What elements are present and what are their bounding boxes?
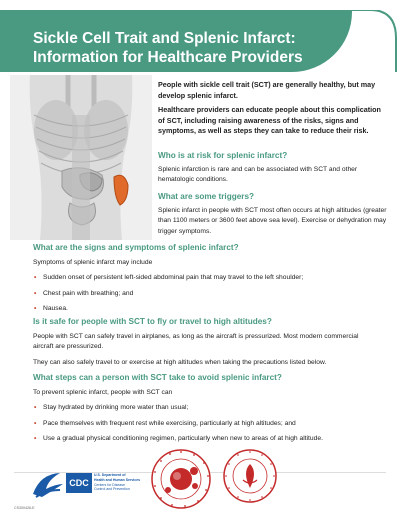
intro-text bbox=[158, 80, 388, 141]
symptom-list bbox=[33, 273, 378, 314]
list-item: • Sudden onset of persistent left-sided abdominal pain that may travel to the left shoulder; bbox=[33, 273, 378, 283]
list-item: • Pace themselves with frequent rest while exercising, particularly at high altitudes; and bbox=[33, 419, 378, 429]
hhs-line: Centers for Disease bbox=[94, 482, 125, 487]
prevention-list bbox=[33, 403, 378, 444]
torso-spleen-image bbox=[10, 75, 152, 240]
section-heading: What are the signs and symptoms of splenic infarct? bbox=[33, 243, 239, 252]
sickle-cell-disease-association-seal bbox=[222, 448, 278, 504]
hhs-line: U.S. Department of bbox=[94, 473, 126, 477]
section-text: Splenic infarction is rare and can be associated with SCT and other hematologic conditions. bbox=[158, 166, 358, 184]
hhs-line: Control and Prevention bbox=[94, 487, 130, 492]
section-prevention-steps bbox=[33, 373, 378, 445]
list-item: • Use a gradual physical conditioning regimen, particularly when new to areas of at high altitude. bbox=[33, 434, 378, 444]
list-item: • Chest pain with breathing; and bbox=[33, 289, 378, 299]
header-banner bbox=[0, 0, 400, 80]
anatomy-illustration bbox=[10, 75, 152, 240]
intro-paragraph-1: People with sickle cell trait (SCT) are generally healthy, but may develop splenic infarct. bbox=[158, 80, 376, 100]
section-signs-symptoms bbox=[33, 243, 378, 315]
section-heading: Who is at risk for splenic infarct? bbox=[158, 151, 288, 160]
list-item: • Stay hydrated by drinking more water than usual; bbox=[33, 403, 378, 413]
document-id: CS300426-E bbox=[14, 506, 35, 510]
hematology-society-seal bbox=[150, 448, 212, 510]
section-text: Splenic infarct in people with SCT most often occurs at high altitudes (greater than 1100 meters or 3600 feet above sea level). Exercise or dehydration may trigger symptoms. bbox=[158, 207, 387, 235]
section-paragraph-1: People with SCT can safely travel in airplanes, as long as the aircraft is pressurized. Most modern commercial aircraft are pressurized. bbox=[33, 333, 359, 351]
section-fly-travel bbox=[33, 317, 378, 368]
section-heading: What are some triggers? bbox=[158, 192, 254, 201]
hhs-text-block bbox=[94, 473, 148, 492]
page-title: Sickle Cell Trait and Splenic Infarct: Information for Healthcare Providers bbox=[33, 30, 303, 66]
hhs-eagle-logo bbox=[30, 470, 66, 500]
header-corner-curve bbox=[330, 10, 400, 72]
intro-paragraph-2: Healthcare providers can educate people about this complication of SCT, including raising awareness of the risks, signs and symptoms, as well as steps they can take to reduce their risk. bbox=[158, 105, 381, 136]
list-item: • Nausea. bbox=[33, 304, 378, 314]
section-triggers bbox=[158, 192, 388, 237]
section-heading: Is it safe for people with SCT to fly or travel to high altitudes? bbox=[33, 317, 272, 326]
section-who-at-risk bbox=[158, 151, 388, 186]
hhs-line: Health and Human Services bbox=[94, 477, 141, 482]
section-paragraph-2: They can also safely travel to or exercise at high altitudes when taking the precautions listed below. bbox=[33, 358, 327, 366]
section-heading: What steps can a person with SCT take to avoid splenic infarct? bbox=[33, 373, 282, 382]
section-intro: To prevent splenic infarct, people with SCT can bbox=[33, 389, 173, 396]
section-intro: Symptoms of splenic infarct may include bbox=[33, 259, 153, 266]
cdc-logo: CDC bbox=[66, 473, 92, 493]
